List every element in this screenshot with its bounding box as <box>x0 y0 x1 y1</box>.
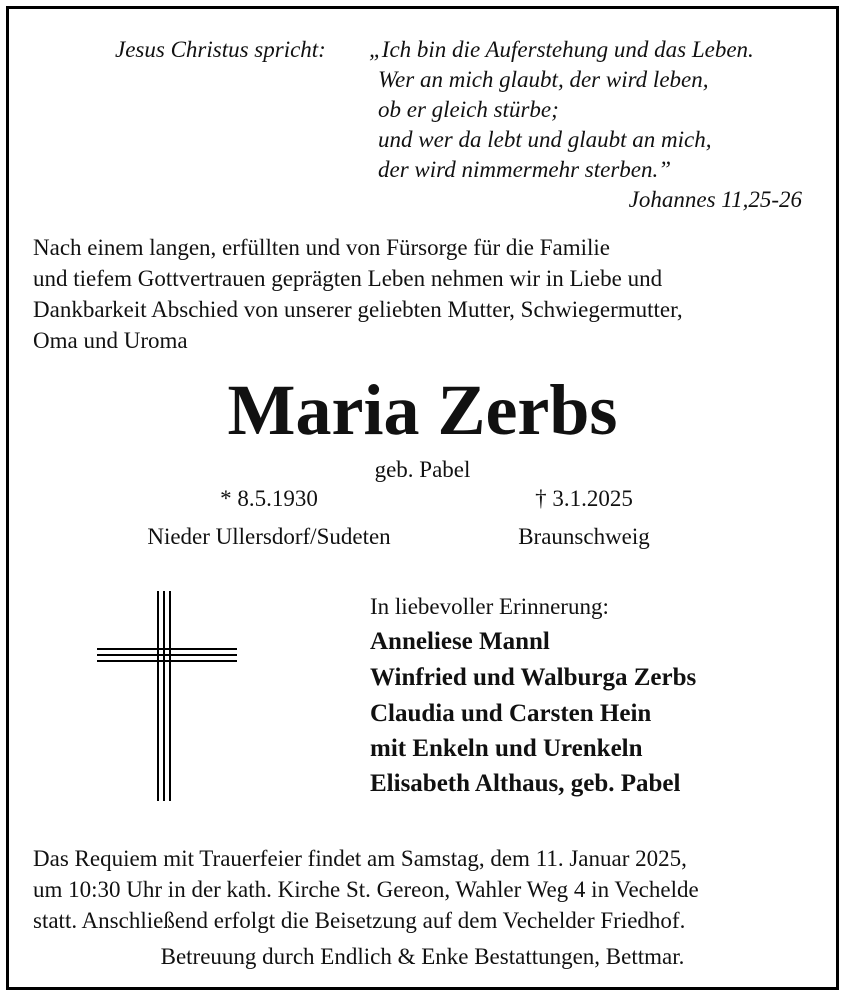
verse-line: der wird nimmermehr sterben.” <box>378 157 672 182</box>
death-date: † 3.1.2025 <box>535 486 633 511</box>
funeral-home: Betreuung durch Endlich & Enke Bestattungen, Bettmar. <box>160 944 685 969</box>
maiden-name: geb. Pabel <box>374 457 471 482</box>
verse-line: und wer da lebt und glaubt an mich, <box>378 127 712 152</box>
death-place: Braunschweig <box>518 524 650 549</box>
mourner-name: Claudia und Carsten Hein <box>370 700 652 727</box>
verse-intro: Jesus Christus spricht: <box>115 37 326 62</box>
mourners-heading: In liebevoller Erinnerung: <box>370 594 609 619</box>
verse-line: „Ich bin die Auferstehung und das Leben. <box>369 37 754 62</box>
verse-line: Wer an mich glaubt, der wird leben, <box>378 67 709 92</box>
intro-line: Nach einem langen, erfüllten und von Fürsorge für die Familie <box>33 235 610 260</box>
mourner-name: Winfried und Walburga Zerbs <box>370 664 697 691</box>
mourner-name: mit Enkeln und Urenkeln <box>370 735 643 762</box>
intro-line: Dankbarkeit Abschied von unserer geliebten Mutter, Schwiegermutter, <box>33 297 683 322</box>
obituary-notice <box>6 6 839 990</box>
birth-date: * 8.5.1930 <box>220 486 318 511</box>
mourner-name: Anneliese Mannl <box>370 628 550 655</box>
intro-line: und tiefem Gottvertrauen geprägten Leben nehmen wir in Liebe und <box>33 266 663 291</box>
verse-line: ob er gleich stürbe; <box>378 97 559 122</box>
verse-reference: Johannes 11,25-26 <box>628 187 802 212</box>
mourner-name: Elisabeth Althaus, geb. Pabel <box>370 770 681 797</box>
service-line: statt. Anschließend erfolgt die Beisetzung auf dem Vechelder Friedhof. <box>33 908 686 933</box>
deceased-name: Maria Zerbs <box>227 370 618 450</box>
cross-icon <box>97 591 237 801</box>
service-line: Das Requiem mit Trauerfeier findet am Samstag, dem 11. Januar 2025, <box>33 846 687 871</box>
service-line: um 10:30 Uhr in der kath. Kirche St. Gereon, Wahler Weg 4 in Vechelde <box>33 877 699 902</box>
intro-line: Oma und Uroma <box>33 328 188 353</box>
birth-place: Nieder Ullersdorf/Sudeten <box>147 524 391 549</box>
